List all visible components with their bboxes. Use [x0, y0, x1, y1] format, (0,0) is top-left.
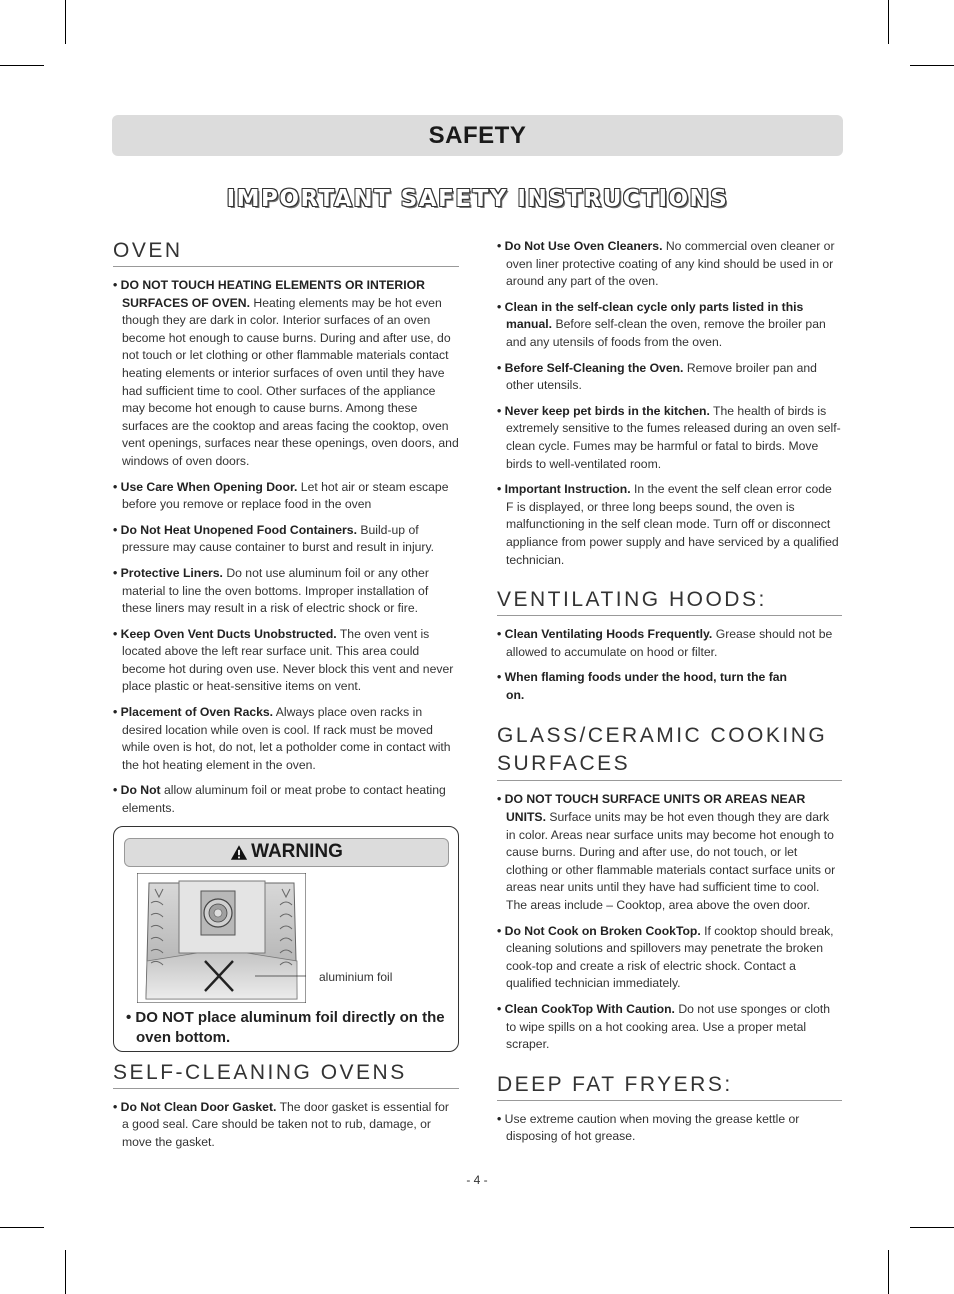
section-header-bar — [112, 115, 843, 156]
crop-mark — [910, 1227, 954, 1228]
list-item: • Before Self-Cleaning the Oven. Remove broiler pan and other utensils. — [497, 360, 817, 393]
warning-label: WARNING — [251, 841, 343, 863]
aluminium-foil-label: aluminium foil — [319, 969, 393, 984]
page-number: - 4 - — [466, 1173, 488, 1187]
crop-mark — [910, 65, 954, 66]
warning-header — [124, 838, 449, 867]
list-item: • Never keep pet birds in the kitchen. The health of birds is extremely sensitive to the fumes released during an oven self-clean cycle. Fumes may be harmful or fatal to birds. Move birds to well-ventilated room. — [497, 403, 841, 471]
list-item: • Clean in the self-clean cycle only parts listed in this manual. Before self-clean the oven, remove the broiler pan and any utensils of foods from the oven. — [497, 299, 826, 349]
self-cleaning-heading: SELF-CLEANING OVENS — [113, 1060, 459, 1089]
list-item: • DO NOT TOUCH HEATING ELEMENTS OR INTERIOR SURFACES OF OVEN. Heating elements may be hot even though they are dark in color. Interior surfaces of an oven become hot enough to cause burns. During and after use, do not touch or let clothing or other flammable materials contact heating elements or interior surfaces of oven until they have had sufficient time to cool. Other surfaces of the appliance may become hot enough to cause burns. Among these surfaces are the cooktop and areas facing the cooktop, oven vent openings, surfaces near these openings, oven doors, and windows of oven doors. — [113, 278, 459, 468]
list-item: • Do Not allow aluminum foil or meat probe to contact heating elements. — [113, 783, 446, 816]
list-item: • Do Not Heat Unopened Food Containers. Build-up of pressure may cause container to burst and result in injury. — [113, 522, 435, 555]
document-title: IMPORTANT SAFETY INSTRUCTIONS — [226, 186, 729, 212]
crop-mark — [888, 0, 889, 44]
crop-mark — [65, 0, 66, 44]
list-item: • Use extreme caution when moving the grease kettle or disposing of hot grease. — [497, 1111, 800, 1144]
crop-mark — [888, 1250, 889, 1294]
warning-text: • DO NOT place aluminum foil directly on the oven bottom. — [126, 1008, 445, 1046]
list-item: • When flaming foods under the hood, turn the fan on. — [497, 670, 787, 702]
list-item: • Do Not Cook on Broken CookTop. If cooktop should break, cleaning solutions and spillovers may penetrate the broken cook-top and create a risk of electric shock. Contact a qualified technician immediately. — [497, 923, 834, 991]
list-item: • Protective Liners. Do not use aluminum foil or any other material to line the oven bottoms. Improper installation of these liners may result in a risk of electric shock or fire. — [113, 565, 429, 616]
list-item: • Important Instruction. In the event the self clean error code F is displayed, or three long beeps sound, the oven is malfunctioning in the self clean mode. Turn off or disconnect appliance from power supply and have serviced by a qualified technician. — [497, 482, 839, 567]
list-item: • Keep Oven Vent Ducts Unobstructed. The oven vent is located above the left rear surface unit. This area could become hot during oven use. Never block this vent and never place plastic or heat-sensitive items on vent. — [113, 626, 454, 694]
oven-interior-image — [137, 873, 306, 1003]
warning-triangle-icon — [230, 844, 248, 861]
list-item: • Clean Ventilating Hoods Frequently. Grease should not be allowed to accumulate on hood or filter. — [497, 627, 833, 659]
crop-mark — [0, 65, 44, 66]
oven-heading: OVEN — [113, 238, 459, 267]
right-column — [497, 238, 842, 1154]
list-item: • Clean CookTop With Caution. Do not use sponges or cloth to wipe spills on a hot cooking area. Use a proper metal scraper. — [497, 1002, 831, 1052]
glass-ceramic-heading: GLASS/CERAMIC COOKING SURFACES — [497, 722, 842, 781]
ventilating-hoods-heading: VENTILATING HOODS: — [497, 587, 842, 616]
list-item: • Placement of Oven Racks. Always place oven racks in desired location while oven is cool. If rack must be moved while oven is hot, do not, let a potholder come in contact with the hot heating element in the oven. — [113, 705, 451, 772]
list-item: • Do Not Use Oven Cleaners. No commercial oven cleaner or oven liner protective coating of any kind should be used in or around any part of the oven. — [497, 239, 835, 289]
list-item: • Do Not Clean Door Gasket. The door gasket is essential for a good seal. Care should be taken not to rub, damage, or move the gasket. — [113, 1099, 449, 1149]
list-item: • Use Care When Opening Door. Let hot air or steam escape before you remove or replace food in the oven — [113, 479, 449, 512]
crop-mark — [65, 1250, 66, 1294]
crop-mark — [0, 1227, 44, 1228]
deep-fat-fryers-heading: DEEP FAT FRYERS: — [497, 1072, 842, 1101]
page-title: SAFETY — [428, 121, 527, 149]
warning-box — [113, 826, 459, 1052]
list-item: • DO NOT TOUCH SURFACE UNITS OR AREAS NEAR UNITS. Surface units may be hot even though they are dark in color. Areas near surface units may become hot enough to cause burns. During and after use, do not touch, or let clothing or other flammable materials contact surface units or areas near units until they have had sufficient time to cool. The areas include – Cooktop, area above the oven door. — [497, 792, 836, 913]
left-column — [113, 238, 459, 1159]
